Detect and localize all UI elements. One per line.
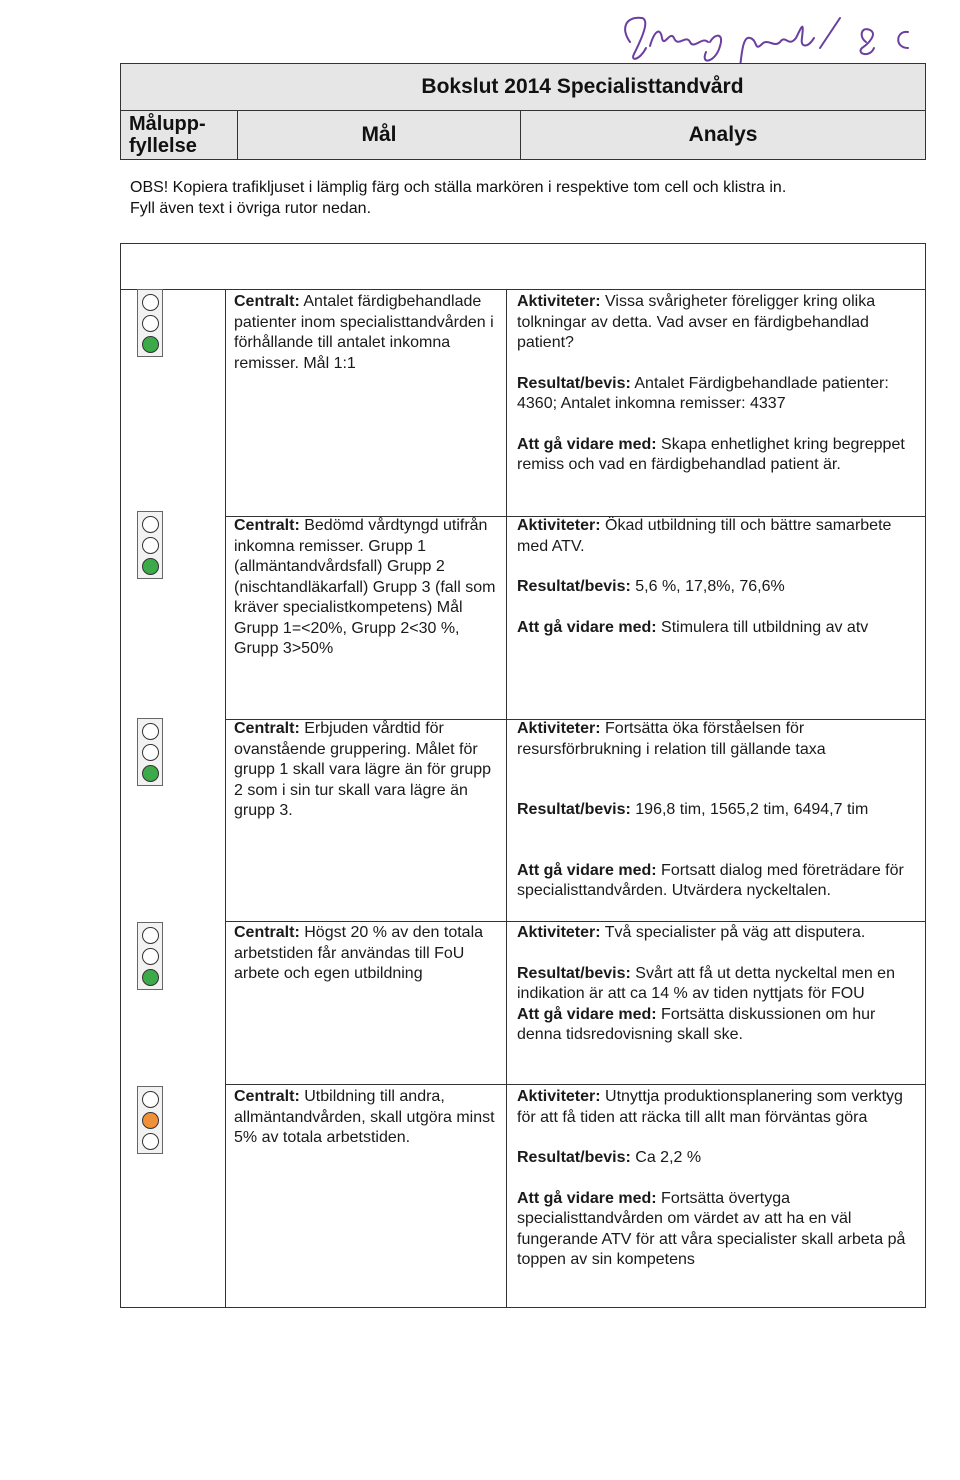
goal-cell-row-2 bbox=[234, 516, 504, 660]
aktiviteter-text: Fortsätta öka förståelsen för resursförbrukning i relation till gällande taxa bbox=[517, 720, 826, 758]
report-title: Bokslut 2014 Specialisttandvård bbox=[121, 64, 926, 111]
aktiviteter-label: Aktiviteter: bbox=[517, 720, 601, 737]
vidare-text: Fortsätta övertyga specialisttandvården om värdet av att ha en väl fungerande ATV för att våra specialister skall arbeta på toppen av sin kompetens bbox=[517, 1189, 906, 1268]
report-header-table bbox=[120, 63, 926, 160]
traffic-light-green-bulb bbox=[142, 558, 159, 575]
traffic-light-row-1 bbox=[137, 289, 163, 357]
vidare-text: Skapa enhetlighet kring begreppet remiss och vad en färdigbehandlad patient är. bbox=[517, 435, 905, 473]
goal-text: Erbjuden vårdtid för ovanstående gruppering. Målet för grupp 1 skall vara lägre än för grupp 2 som i sin tur skall vara lägre än grupp 3. bbox=[234, 720, 492, 819]
traffic-light-row-3 bbox=[137, 718, 163, 786]
traffic-light-yellow-bulb bbox=[142, 1112, 159, 1129]
resultat-label: Resultat/bevis: bbox=[517, 578, 631, 595]
instructions-line2: Fyll även text i övriga rutor nedan. bbox=[130, 200, 372, 217]
instructions bbox=[130, 177, 930, 219]
goal-cell-row-3 bbox=[234, 719, 504, 822]
resultat-text: 196,8 tim, 1565,2 tim, 6494,7 tim bbox=[635, 801, 869, 818]
instructions-line1: OBS! Kopiera trafikljuset i lämplig färg och ställa markören i respektive tom cell och klistra in. bbox=[130, 179, 787, 196]
goal-text: Bedömd vårdtyngd utifrån inkomna remisser. Grupp 1 (allmäntandvårdsfall) Grupp 2 (nischtandläkarfall) Grupp 3 (fall som kräver specialistkompetens) Mål Grupp 1=<20%, Grupp 2<30 %, Grupp 3>50% bbox=[234, 517, 496, 657]
vidare-label: Att gå vidare med: bbox=[517, 1005, 657, 1023]
aktiviteter-text: Utnyttja produktionsplanering som verktyg för att få tiden att räcka till allt man förväntas göra bbox=[517, 1088, 903, 1126]
aktiviteter-label: Aktiviteter: bbox=[517, 1088, 601, 1105]
maluppfyllelse-line1: Målupp- bbox=[129, 113, 206, 135]
goal-label: Centralt: bbox=[234, 1088, 300, 1105]
aktiviteter-text: Ökad utbildning till och bättre samarbete med ATV. bbox=[517, 517, 892, 555]
column-header-maluppfyllelse bbox=[121, 111, 238, 160]
traffic-light-red-bulb bbox=[142, 927, 159, 944]
traffic-light-green-bulb bbox=[142, 765, 159, 782]
vidare-text: Fortsatt dialog med företrädare för specialisttandvården. Utvärdera nyckeltalen. bbox=[517, 861, 904, 899]
goal-cell-row-5 bbox=[234, 1087, 504, 1149]
resultat-label: Resultat/bevis: bbox=[517, 801, 631, 818]
aktiviteter-label: Aktiviteter: bbox=[517, 924, 601, 941]
traffic-light-green-bulb bbox=[142, 969, 159, 986]
column-divider-2 bbox=[506, 290, 507, 1307]
aktiviteter-text: Vissa svårigheter föreligger kring olika tolkningar av detta. Vad avser en färdigbehandlad patient? bbox=[517, 293, 876, 351]
analysis-cell-row-3 bbox=[517, 719, 917, 902]
traffic-light-green-bulb bbox=[142, 336, 159, 353]
resultat-text: Svårt att få ut detta nyckeltal men en indikation är att ca 14 % av tiden nyttjats för FOU bbox=[517, 964, 895, 1002]
traffic-light-yellow-bulb bbox=[142, 315, 159, 332]
goal-label: Centralt: bbox=[234, 924, 300, 941]
maluppfyllelse-line2: fyllelse bbox=[129, 135, 197, 157]
traffic-light-red-bulb bbox=[142, 1091, 159, 1108]
goal-cell-row-1 bbox=[234, 292, 504, 374]
traffic-light-row-5 bbox=[137, 1086, 163, 1154]
resultat-label: Resultat/bevis: bbox=[517, 964, 631, 982]
column-divider-1 bbox=[225, 290, 226, 1307]
aktiviteter-label: Aktiviteter: bbox=[517, 293, 601, 310]
analysis-cell-row-2 bbox=[517, 516, 917, 638]
goal-cell-row-4 bbox=[234, 923, 504, 985]
traffic-light-red-bulb bbox=[142, 294, 159, 311]
traffic-light-red-bulb bbox=[142, 516, 159, 533]
column-header-mal: Mål bbox=[238, 111, 521, 160]
row-divider-3 bbox=[225, 921, 925, 922]
analysis-cell-row-4 bbox=[517, 923, 917, 1046]
traffic-light-yellow-bulb bbox=[142, 744, 159, 761]
traffic-light-yellow-bulb bbox=[142, 948, 159, 965]
goals-table bbox=[120, 243, 926, 1308]
vidare-label: Att gå vidare med: bbox=[517, 861, 657, 879]
vidare-text: Fortsätta diskussionen om hur denna tidsredovisning skall ske. bbox=[517, 1005, 876, 1043]
analysis-cell-row-1 bbox=[517, 292, 917, 476]
resultat-label: Resultat/bevis: bbox=[517, 1149, 631, 1166]
analysis-cell-row-5 bbox=[517, 1087, 917, 1271]
traffic-light-green-bulb bbox=[142, 1133, 159, 1150]
goal-label: Centralt: bbox=[234, 293, 300, 310]
traffic-light-red-bulb bbox=[142, 723, 159, 740]
vidare-label: Att gå vidare med: bbox=[517, 1189, 657, 1207]
row-divider-4 bbox=[225, 1084, 925, 1085]
goal-text: Högst 20 % av den totala arbetstiden får användas till FoU arbete och egen utbildning bbox=[234, 924, 484, 982]
resultat-text: 5,6 %, 17,8%, 76,6% bbox=[635, 578, 785, 595]
resultat-label: Resultat/bevis: bbox=[517, 374, 631, 392]
resultat-text: Ca 2,2 % bbox=[635, 1149, 702, 1166]
goal-text: Utbildning till andra, allmäntandvården, skall utgöra minst 5% av totala arbetstiden. bbox=[234, 1088, 495, 1146]
vidare-text: Stimulera till utbildning av atv bbox=[661, 618, 869, 636]
traffic-light-row-2 bbox=[137, 511, 163, 579]
vidare-label: Att gå vidare med: bbox=[517, 435, 657, 453]
column-header-analys: Analys bbox=[521, 111, 926, 160]
goal-label: Centralt: bbox=[234, 517, 300, 534]
resultat-text: Antalet Färdigbehandlade patienter: 4360; Antalet inkomna remisser: 4337 bbox=[517, 374, 889, 412]
goal-label: Centralt: bbox=[234, 720, 300, 737]
aktiviteter-text: Två specialister på väg att disputera. bbox=[604, 924, 866, 941]
traffic-light-yellow-bulb bbox=[142, 537, 159, 554]
aktiviteter-label: Aktiviteter: bbox=[517, 517, 601, 534]
vidare-label: Att gå vidare med: bbox=[517, 618, 657, 636]
traffic-light-row-4 bbox=[137, 922, 163, 990]
goal-text: Antalet färdigbehandlade patienter inom specialisttandvården i förhållande till antalet inkomna remisser. Mål 1:1 bbox=[234, 293, 494, 372]
table-top-row bbox=[121, 244, 925, 290]
